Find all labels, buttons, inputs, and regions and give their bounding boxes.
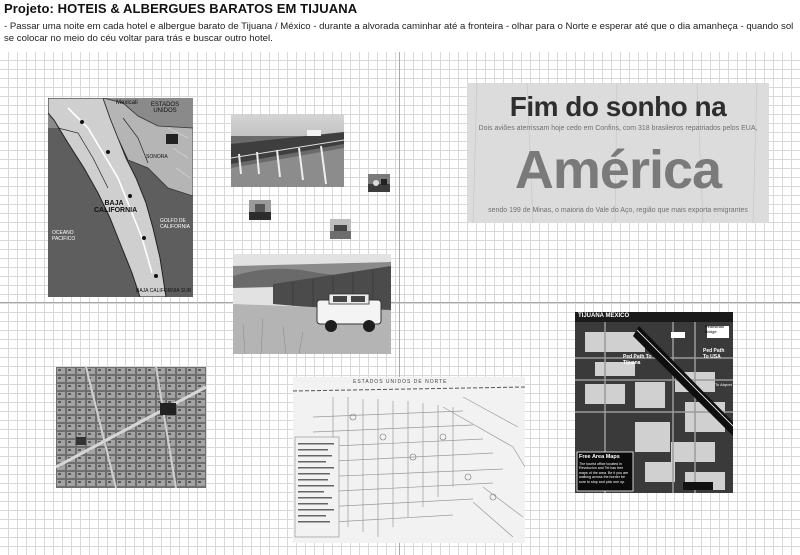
- newspaper-headline: Fim do sonho na: [509, 91, 727, 122]
- map-label-oceano-pacifico: OCEANO PACIFICO: [52, 230, 76, 242]
- newspaper-big-word: América: [514, 140, 722, 200]
- thumbnail-photo-1[interactable]: [368, 174, 390, 192]
- border-wall-suv-photo[interactable]: [233, 254, 391, 354]
- thumbnail-photo-2[interactable]: [249, 200, 271, 220]
- tourist-map-box-text: The tourist office located in Revolucion and Tel has free maps of the area. Be it you are walking across the border be sure to stop and pick one up.: [579, 462, 629, 484]
- newspaper-footer: sendo 199 de Minas, o maioria do Vale do Aço, região que mais exporta emigrantes: [488, 207, 748, 214]
- baja-california-map[interactable]: [48, 98, 193, 297]
- map-label-estados-unidos: ESTADOS UNIDOS: [150, 102, 180, 114]
- tourist-map-label-pedestrian: Pedestrian Bridge: [705, 324, 725, 334]
- tourist-map-label-ped-path-usa: Ped Path To USA: [703, 348, 725, 360]
- horizontal-divider: [0, 302, 800, 303]
- map-label-mexicali: Mexicali: [116, 100, 138, 106]
- newspaper-clipping[interactable]: [467, 83, 769, 223]
- page-header: [0, 0, 800, 52]
- newspaper-subline: Dois aviões aterrissam hoje cedo em Confins, com 318 brasileiros repatriados pelos EUA,: [478, 125, 758, 132]
- map-label-golfo: GOLFO DE CALIFORNIA: [160, 218, 191, 230]
- tourist-map-label-airport: To Airport: [715, 382, 732, 387]
- map-label-baja-california-sur: BAJA CALIFORNIA SUR: [136, 288, 192, 294]
- map-label-sonora: SONORA: [146, 154, 168, 160]
- street-plan-map[interactable]: [293, 377, 525, 543]
- aerial-city-photo[interactable]: [56, 367, 206, 488]
- map-label-baja-california: BAJA CALIFORNIA: [94, 200, 138, 214]
- border-fence-photo[interactable]: [231, 114, 344, 187]
- tijuana-tourist-map[interactable]: [575, 312, 733, 493]
- page-title: Projeto: HOTEIS & ALBERGUES BARATOS EM TIJUANA: [4, 1, 358, 16]
- tourist-map-label-ped-path: Ped Path To Tijuana: [623, 354, 652, 366]
- thumbnail-photo-3[interactable]: [330, 219, 351, 239]
- street-plan-title: ESTADOS UNIDOS DE NORTE: [353, 379, 448, 385]
- project-description: - Passar uma noite em cada hotel e albergue barato de Tijuana / México - durante a alvorada caminhar até a fronteira - olhar para o Norte e esperar até que o dia amanheça - quando sol se colocar no meio do céu voltar para trás e buscar outro hotel.: [4, 21, 794, 44]
- tourist-map-box-title: Free Area Maps: [579, 454, 620, 460]
- tourist-map-title: TIJUANA MEXICO: [578, 313, 630, 319]
- grid-board: [0, 52, 800, 555]
